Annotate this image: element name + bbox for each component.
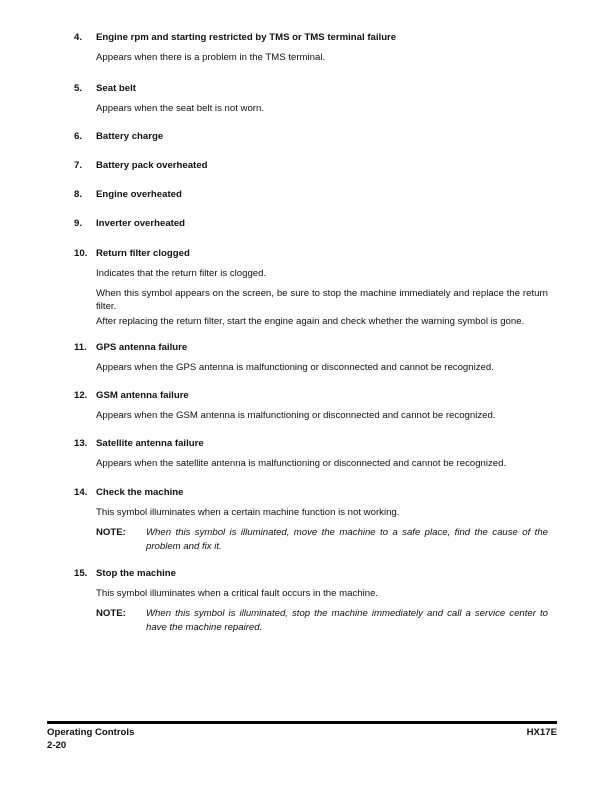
item-number: 14. <box>74 487 88 498</box>
note-label: NOTE: <box>96 608 126 619</box>
item-6 <box>74 131 548 143</box>
footer-section: Operating Controls <box>47 727 135 738</box>
item-text: After replacing the return filter, start the engine again and check whether the warning symbol is gone. <box>96 316 525 327</box>
item-title: Battery pack overheated <box>96 160 208 171</box>
item-10 <box>74 248 548 328</box>
item-number: 11. <box>74 342 87 353</box>
note <box>96 607 548 635</box>
item-8 <box>74 189 548 201</box>
item-title: Battery charge <box>96 131 164 142</box>
item-number: 6. <box>74 131 83 142</box>
item-number: 15. <box>74 568 88 579</box>
item-4 <box>74 32 548 64</box>
item-title: Stop the machine <box>96 568 176 579</box>
note-text: When this symbol is illuminated, move the machine to a safe place, find the cause of the problem and fix it. <box>146 527 548 552</box>
item-number: 5. <box>74 83 83 94</box>
item-11 <box>74 342 548 374</box>
item-title: Inverter overheated <box>96 218 186 229</box>
item-number: 12. <box>74 390 88 401</box>
item-number: 4. <box>74 32 83 43</box>
footer-model: HX17E <box>526 727 557 738</box>
note-label: NOTE: <box>96 527 126 538</box>
item-text: Appears when the satellite antenna is malfunctioning or disconnected and cannot be recognized. <box>96 458 507 469</box>
footer-rule <box>47 721 557 724</box>
item-7 <box>74 160 548 172</box>
item-text: Appears when the GPS antenna is malfunctioning or disconnected and cannot be recognized. <box>96 362 494 373</box>
note-text: When this symbol is illuminated, stop the machine immediately and call a service center to have the machine repaired. <box>146 608 548 633</box>
item-title: Seat belt <box>96 83 136 94</box>
item-15 <box>74 568 548 635</box>
item-title: Engine overheated <box>96 189 182 200</box>
item-title: Check the machine <box>96 487 184 498</box>
item-number: 9. <box>74 218 83 229</box>
item-9 <box>74 218 548 230</box>
item-12 <box>74 390 548 422</box>
item-number: 10. <box>74 248 88 259</box>
item-text: Appears when there is a problem in the TMS terminal. <box>96 52 326 63</box>
item-13 <box>74 438 548 470</box>
item-text: This symbol illuminates when a critical fault occurs in the machine. <box>96 588 379 599</box>
item-title: Engine rpm and starting restricted by TMS or TMS terminal failure <box>96 32 397 43</box>
footer-page-number: 2-20 <box>47 740 67 751</box>
item-text: Appears when the GSM antenna is malfunctioning or disconnected and cannot be recognized. <box>96 410 496 421</box>
note <box>96 526 548 554</box>
item-title: GSM antenna failure <box>96 390 189 401</box>
item-number: 8. <box>74 189 83 200</box>
item-14 <box>74 487 548 554</box>
item-title: Satellite antenna failure <box>96 438 204 449</box>
item-text: Indicates that the return filter is clogged. <box>96 268 267 279</box>
item-title: GPS antenna failure <box>96 342 188 353</box>
item-text: When this symbol appears on the screen, be sure to stop the machine immediately and replace the return filter. <box>96 288 548 312</box>
item-text: Appears when the seat belt is not worn. <box>96 103 264 114</box>
item-title: Return filter clogged <box>96 248 190 259</box>
item-number: 7. <box>74 160 83 171</box>
item-5 <box>74 83 548 115</box>
item-text: This symbol illuminates when a certain machine function is not working. <box>96 507 400 518</box>
item-number: 13. <box>74 438 88 449</box>
